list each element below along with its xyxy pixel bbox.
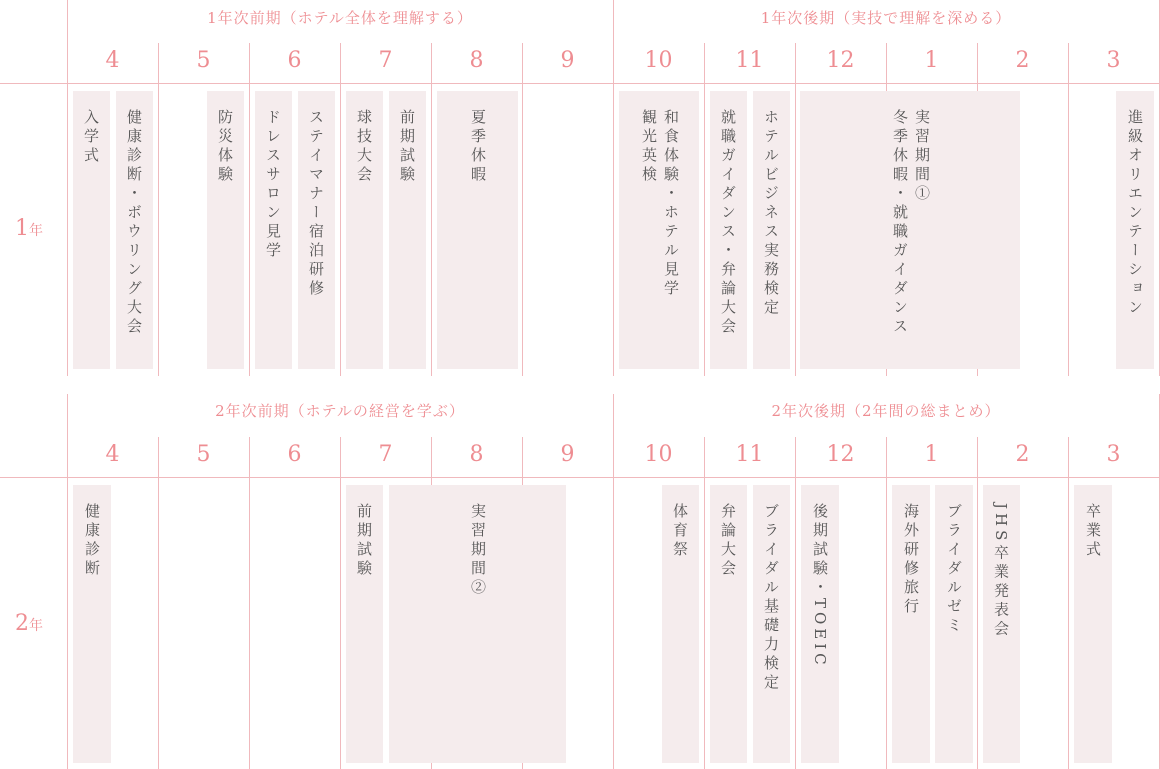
event-label: 実習期間② [469,503,487,598]
month-label: 2 [1015,442,1030,467]
event-promotion-orientation [1116,91,1154,369]
term-heading-second: 2年次後期（2年間の総まとめ） [771,402,1001,420]
event-graduation-ceremony [1074,485,1112,763]
event-label: 健康診断 [83,503,101,579]
header-rule [0,83,1160,84]
event-bridal-basic-exam [753,485,790,763]
event-sports-festival [662,485,699,763]
event-second-term-exam-toeic [801,485,839,763]
month-divider [340,477,341,769]
month-label: 12 [826,48,855,73]
event-label: 夏季休暇 [469,109,487,185]
month-label: 7 [378,442,393,467]
event-disaster-drill [207,91,244,369]
event-label: 卒業式 [1084,503,1102,560]
event-label: ブライダルゼミ [945,503,963,636]
event-ball-games [346,91,383,369]
term-heading-first: 1年次前期（ホテル全体を理解する） [207,9,473,27]
event-label: 球技大会 [355,109,373,185]
event-label: 入学式 [82,109,100,166]
month-label: 8 [469,48,484,73]
event-overseas-trip [892,485,930,763]
month-divider [795,83,796,376]
month-label: 2 [1015,48,1030,73]
month-label: 5 [196,442,211,467]
event-label: 健康診断・ボウリング大会 [125,109,143,337]
event-internship-1 [800,91,1020,369]
month-label: 11 [735,48,764,73]
month-divider [249,83,250,376]
event-label: 前期試験 [355,503,373,579]
month-label: 11 [735,442,764,467]
month-label: 4 [105,442,120,467]
month-divider [977,477,978,769]
event-job-guidance-speech [710,91,747,369]
month-divider [704,83,705,376]
month-label: 5 [196,48,211,73]
event-entrance-ceremony [73,91,110,369]
event-label: 後期試験・TOEIC [811,503,829,669]
event-label: 進級オリエンテーション [1126,109,1144,318]
year-unit: 年 [29,223,43,239]
month-divider [1068,477,1069,769]
year-label [0,611,58,636]
event-label: 実習期間① 冬季休暇・就職ガイダンス [891,109,931,337]
event-speech-contest [710,485,747,763]
event-health-check [73,485,111,763]
event-label: ブライダル基礎力検定 [762,503,780,693]
month-divider [795,477,796,769]
month-divider [158,477,159,769]
year-number: 2 [15,611,29,636]
month-divider [158,83,159,376]
month-divider [340,83,341,376]
month-label: 6 [287,48,302,73]
event-first-term-exam [389,91,426,369]
event-label: 和食体験・ホテル見学 観光英検 [640,109,680,299]
event-dress-salon-tour [255,91,292,369]
event-label: 海外研修旅行 [902,503,920,617]
year-unit: 年 [29,618,43,634]
month-label: 4 [105,48,120,73]
event-label: ホテルビジネス実務検定 [762,109,780,318]
month-label: 7 [378,48,393,73]
month-divider [431,83,432,376]
event-japanese-food-hotel-tour [619,91,699,369]
event-label: 前期試験 [398,109,416,185]
month-label: 10 [644,48,673,73]
event-label: JHS卒業発表会 [992,503,1010,640]
header-rule [0,477,1160,478]
event-hotel-business-exam [753,91,790,369]
event-label: ドレスサロン見学 [264,109,282,261]
event-internship-2 [389,485,566,763]
event-label: 就職ガイダンス・弁論大会 [719,109,737,337]
month-label: 10 [644,442,673,467]
year-label [0,216,58,241]
event-bridal-seminar [935,485,973,763]
month-divider [1068,83,1069,376]
event-label: 弁論大会 [719,503,737,579]
month-divider [886,477,887,769]
month-label: 8 [469,442,484,467]
event-health-check-bowling [116,91,153,369]
month-divider [704,477,705,769]
event-summer-vacation [437,91,518,369]
term-heading-first: 2年次前期（ホテルの経営を学ぶ） [215,402,465,420]
month-divider [249,477,250,769]
month-label: 1 [924,442,939,467]
event-label: 防災体験 [216,109,234,185]
event-label: 体育祭 [671,503,689,560]
month-label: 6 [287,442,302,467]
month-label: 3 [1106,48,1121,73]
month-label: 12 [826,442,855,467]
event-jhs-graduation-presentation [983,485,1020,763]
month-label: 1 [924,48,939,73]
event-label: ステイマナー宿泊研修 [307,109,325,299]
term-heading-second: 1年次後期（実技で理解を深める） [760,9,1012,27]
month-divider [522,83,523,376]
month-label: 9 [560,48,575,73]
month-label: 3 [1106,442,1121,467]
event-stay-manner-training [298,91,335,369]
event-first-term-exam [346,485,383,763]
year-number: 1 [15,216,29,241]
month-label: 9 [560,442,575,467]
